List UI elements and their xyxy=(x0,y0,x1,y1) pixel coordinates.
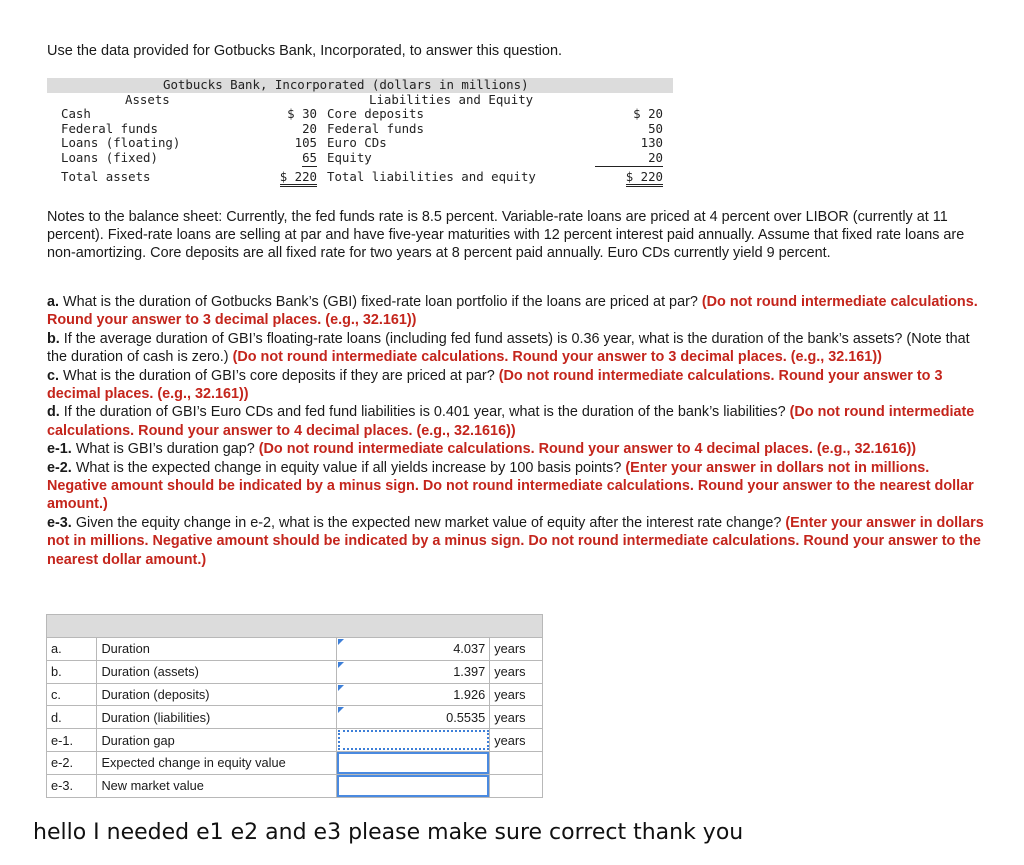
question-note: (Do not round intermediate calculations. Round your answer to 4 decimal places. (e.g., 32.1616)) xyxy=(47,404,975,439)
balance-sheet-row xyxy=(47,136,673,151)
answer-value: 1.926 xyxy=(453,686,486,702)
asset-value: 20 xyxy=(302,120,317,136)
balance-sheet-row xyxy=(47,122,673,137)
answer-label: e-2. xyxy=(47,751,97,774)
total-assets-value: $ 220 xyxy=(280,170,317,188)
question-label: e-2. xyxy=(47,459,72,476)
asset-value: 65 xyxy=(302,149,317,165)
asset-label: Loans (floating) xyxy=(61,135,181,151)
asset-label: Federal funds xyxy=(61,120,158,136)
answer-unit: years xyxy=(490,683,543,706)
balance-sheet-title-row xyxy=(47,78,673,93)
answer-value: 1.397 xyxy=(453,664,486,680)
answer-label: b. xyxy=(47,660,97,683)
liability-value: $ 20 xyxy=(633,106,663,122)
answer-unit: years xyxy=(490,638,543,661)
balance-sheet xyxy=(47,78,673,186)
answer-table-header xyxy=(47,615,543,638)
question-note: (Do not round intermediate calculations. Round your answer to 4 decimal places. (e.g., 32.1616)) xyxy=(258,441,917,458)
total-liabilities-value: $ 220 xyxy=(626,170,663,188)
question-d xyxy=(47,403,987,440)
answer-label: c. xyxy=(47,683,97,706)
question-text: What is the expected change in equity value if all yields increase by 100 basis points? xyxy=(75,459,622,476)
answer-description: Duration (deposits) xyxy=(97,683,337,706)
question-label: d. xyxy=(47,404,60,421)
answer-value: 0.5535 xyxy=(446,709,486,725)
answer-label: d. xyxy=(47,706,97,729)
question-text: What is the duration of GBI’s core deposits if they are priced at par? xyxy=(63,367,495,384)
cell-marker-icon xyxy=(338,662,344,668)
answer-label: a. xyxy=(47,638,97,661)
question-label: a. xyxy=(47,294,60,310)
answer-row-c xyxy=(47,683,543,706)
question-label: e-1. xyxy=(47,441,72,458)
question-c xyxy=(47,367,987,404)
question-label: c. xyxy=(47,367,60,384)
question-note: (Do not round intermediate calculations. Round your answer to 3 decimal places. (e.g., 32.161)) xyxy=(47,367,943,403)
answer-label: e-1. xyxy=(47,729,97,752)
duration-liabilities-input[interactable] xyxy=(337,706,490,729)
asset-value: $ 30 xyxy=(287,106,317,122)
answer-unit xyxy=(490,751,543,774)
question-e3 xyxy=(47,514,987,569)
balance-sheet-row xyxy=(47,151,673,166)
answer-row-a xyxy=(47,638,543,661)
question-note: (Enter your answer in dollars not in millions. Negative amount should be indicated by a minus sign. Do not round intermediate calculations. Round your answer to the nearest dollar amount.) xyxy=(47,459,974,513)
question-label: e-3. xyxy=(47,514,72,531)
answer-unit: years xyxy=(490,729,543,752)
answer-unit: years xyxy=(490,706,543,729)
answer-row-e3 xyxy=(47,774,543,797)
question-note: (Do not round intermediate calculations. Round your answer to 3 decimal places. (e.g., 32.161)) xyxy=(232,349,882,366)
answer-description: Duration xyxy=(97,638,337,661)
duration-gap-input[interactable] xyxy=(337,729,490,752)
duration-deposits-input[interactable] xyxy=(337,683,490,706)
question-note: (Enter your answer in dollars not in millions. Negative amount should be indicated by a minus sign. Do not round intermediate calculations. Round your answer to the nearest dollar amount.) xyxy=(47,514,984,568)
intro-text: Use the data provided for Gotbucks Bank, Incorporated, to answer this question. xyxy=(47,43,563,59)
liability-value: 20 xyxy=(595,151,663,167)
question-text: What is GBI’s duration gap? xyxy=(75,441,255,458)
total-assets-label: Total assets xyxy=(61,168,151,184)
liabilities-header: Liabilities and Equity xyxy=(369,91,534,107)
liability-value: 130 xyxy=(640,135,663,151)
cell-marker-icon xyxy=(338,685,344,691)
asset-label: Cash xyxy=(61,106,91,122)
new-market-value-input[interactable] xyxy=(337,774,490,797)
answer-description: Duration (assets) xyxy=(97,660,337,683)
answer-unit: years xyxy=(490,660,543,683)
answer-row-e1 xyxy=(47,729,543,752)
question-text: Given the equity change in e-2, what is the expected new market value of equity after the interest rate change? xyxy=(75,514,782,531)
answer-row-b xyxy=(47,660,543,683)
balance-sheet-row xyxy=(47,107,673,122)
answer-description: New market value xyxy=(97,774,337,797)
answer-description: Duration gap xyxy=(97,729,337,752)
liability-value: 50 xyxy=(648,120,663,136)
cell-marker-icon xyxy=(338,639,344,645)
question-e1 xyxy=(47,440,987,458)
question-note: (Do not round intermediate calculations. Round your answer to 3 decimal places. (e.g., 32.161)) xyxy=(47,294,978,329)
question-b xyxy=(47,330,987,367)
answer-table xyxy=(46,614,543,798)
total-liabilities-label: Total liabilities and equity xyxy=(327,168,536,184)
assets-header: Assets xyxy=(125,91,170,107)
answer-row-e2 xyxy=(47,751,543,774)
liability-label: Federal funds xyxy=(327,120,424,136)
liability-label: Core deposits xyxy=(327,106,424,122)
answer-row-d xyxy=(47,706,543,729)
duration-assets-input[interactable] xyxy=(337,660,490,683)
liability-label: Equity xyxy=(327,149,372,165)
user-message: hello I needed e1 e2 and e3 please make sure correct thank you xyxy=(33,820,744,845)
question-list xyxy=(47,293,987,569)
question-text: If the average duration of GBI’s floating-rate loans (including fed fund assets) is 0.36 year, what is the duration of the bank’s assets? (Note that the duration of cash is zero.) xyxy=(47,330,970,366)
duration-input[interactable] xyxy=(337,638,490,661)
balance-sheet-header-row xyxy=(47,93,673,108)
answer-description: Expected change in equity value xyxy=(97,751,337,774)
asset-value: 105 xyxy=(294,135,317,151)
question-e2 xyxy=(47,459,987,514)
asset-label: Loans (fixed) xyxy=(61,149,158,165)
answer-label: e-3. xyxy=(47,774,97,797)
answer-unit xyxy=(490,774,543,797)
balance-sheet-notes: Notes to the balance sheet: Currently, the fed funds rate is 8.5 percent. Variable-rate loans are priced at 4 percent over LIBOR (currently at 11 percent). Fixed-rate loans are selling at par and have five-year maturities with 12 percent interest paid annually. Assume that fixed rate loans are non-amortizing. Core deposits are all fixed rate for two years at 8 percent paid annually. Euro CDs currently yield 9 percent. xyxy=(47,209,965,262)
answer-description: Duration (liabilities) xyxy=(97,706,337,729)
question-label: b. xyxy=(47,330,60,347)
equity-change-input[interactable] xyxy=(337,751,490,774)
cell-marker-icon xyxy=(338,707,344,713)
question-text: What is the duration of Gotbucks Bank’s (GBI) fixed-rate loan portfolio if the loans are priced at par? xyxy=(63,294,698,310)
balance-sheet-total-row xyxy=(47,170,673,186)
answer-value: 4.037 xyxy=(453,641,486,657)
question-a xyxy=(47,293,987,330)
balance-sheet-title: Gotbucks Bank, Incorporated (dollars in millions) xyxy=(163,77,529,92)
liability-label: Euro CDs xyxy=(327,135,387,151)
question-text: If the duration of GBI’s Euro CDs and fed fund liabilities is 0.401 year, what is the duration of the bank’s liabilities? xyxy=(63,404,786,421)
